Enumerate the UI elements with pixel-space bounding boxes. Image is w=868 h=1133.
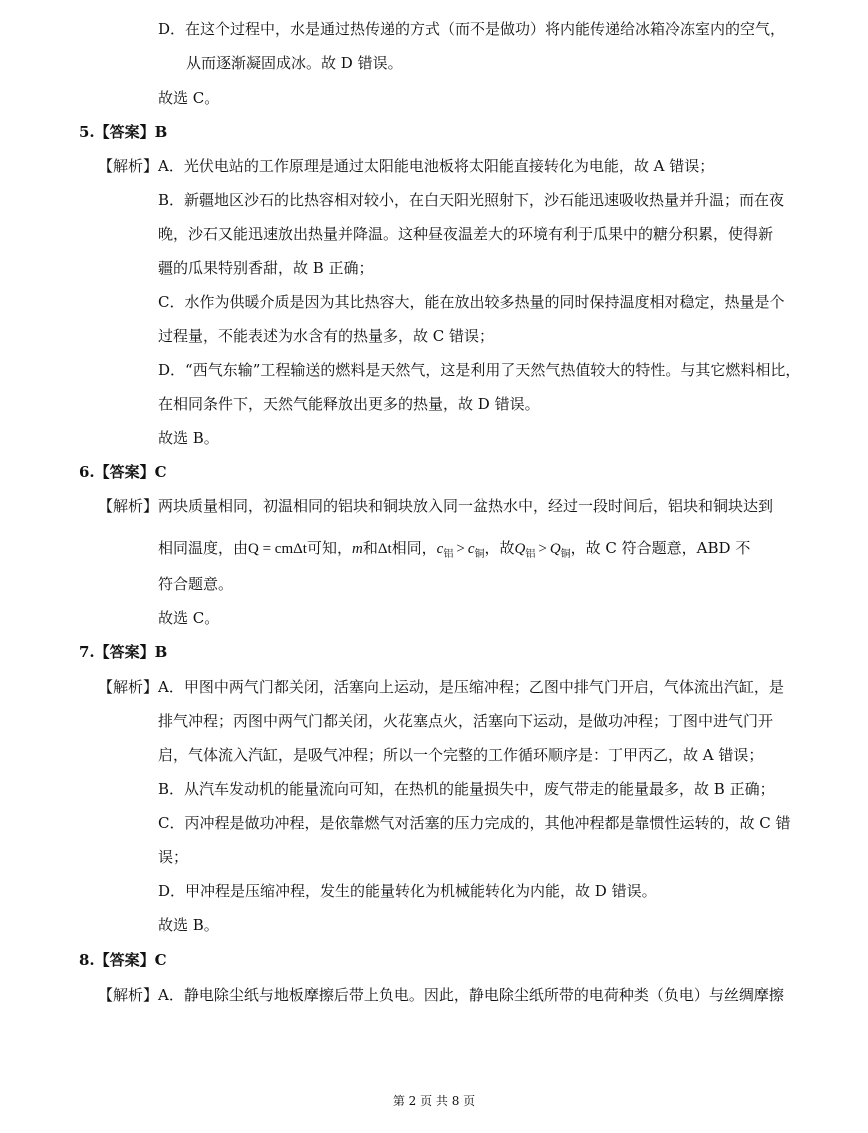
gt-symbol: > bbox=[538, 541, 547, 557]
text-line: B．新疆地区沙石的比热容相对较小，在白天阳光照射下，沙石能迅速吸收热量并升温；而在夜 bbox=[158, 191, 785, 209]
text-line: 故选 B。 bbox=[158, 429, 219, 447]
formula-line bbox=[158, 538, 750, 561]
text-line: 过程量，不能表述为水含有的热量多，故 C 错误； bbox=[158, 327, 495, 345]
text-line: B．从汽车发动机的能量流向可知，在热机的能量损失中，废气带走的能量最多，故 B 正确； bbox=[158, 780, 775, 798]
text-line: C．水作为供暖介质是因为其比热容大，能在放出较多热量的同时保持温度相对稳定，热量是个 bbox=[158, 293, 785, 311]
text-line: D．在这个过程中，水是通过热传递的方式（而不是做功）将内能传递给冰箱冷冻室内的空气， bbox=[158, 20, 786, 38]
text-line: C．丙冲程是做功冲程，是依靠燃气对活塞的压力完成的，其他冲程都是靠惯性运转的，故 C 错 bbox=[158, 814, 791, 832]
answer-heading: 5.【答案】B bbox=[79, 123, 168, 141]
formula-text: ，故 bbox=[484, 539, 515, 557]
analysis-line: 【解析】A．光伏电站的工作原理是通过太阳能电池板将太阳能直接转化为电能，故 A 错误； bbox=[98, 157, 715, 175]
text-line: 故选 B。 bbox=[158, 916, 219, 934]
gt-symbol: > bbox=[456, 541, 465, 557]
answer-heading: 6.【答案】C bbox=[79, 463, 167, 481]
q-cu-subscript: 铜 bbox=[560, 549, 571, 560]
text-line: 排气冲程；丙图中两气门都关闭，火花塞点火，活塞向下运动，是做功冲程；丁图中进气门开 bbox=[158, 712, 774, 730]
q-symbol: Q bbox=[514, 541, 526, 557]
text-line: 从而逐渐凝固成冰。故 D 错误。 bbox=[186, 54, 403, 72]
analysis-line: 【解析】两块质量相同，初温相同的铝块和铜块放入同一盆热水中，经过一段时间后，铝块和铜块达到 bbox=[98, 497, 774, 515]
c-cu-subscript: 铜 bbox=[474, 549, 485, 560]
analysis-line: 【解析】A．甲图中两气门都关闭，活塞向上运动，是压缩冲程；乙图中排气门开启，气体流出汽缸，是 bbox=[98, 678, 784, 696]
text-line: 故选 C。 bbox=[158, 609, 220, 627]
text-line: D．甲冲程是压缩冲程，发生的能量转化为机械能转化为内能，故 D 错误。 bbox=[158, 882, 657, 900]
analysis-line: 【解析】A．静电除尘纸与地板摩擦后带上负电。因此，静电除尘纸所带的电荷种类（负电）与丝绸摩擦 bbox=[98, 986, 784, 1004]
q-al-subscript: 铝 bbox=[525, 549, 536, 560]
c-symbol: c bbox=[467, 541, 475, 557]
text-line: 启，气体流入汽缸，是吸气冲程；所以一个完整的工作循环顺序是：丁甲丙乙，故 A 错误； bbox=[158, 746, 764, 764]
text-line: 晚，沙石又能迅速放出热量并降温。这种昼夜温差大的环境有利于瓜果中的糖分积累，使得新 bbox=[158, 225, 774, 243]
text-line: 疆的瓜果特别香甜，故 B 正确； bbox=[158, 259, 374, 277]
c-symbol: c bbox=[436, 541, 444, 557]
formula-text: 相同， bbox=[391, 539, 437, 557]
text-line: 在相同条件下，天然气能释放出更多的热量，故 D 错误。 bbox=[158, 395, 540, 413]
delta-t-symbol: Δt bbox=[377, 541, 392, 557]
formula-text: 相同温度，由 bbox=[158, 539, 249, 557]
formula-text: 可知， bbox=[306, 539, 352, 557]
heat-formula: Q = cmΔt bbox=[248, 541, 307, 557]
answer-heading: 7.【答案】B bbox=[79, 643, 168, 661]
formula-text: 和 bbox=[362, 539, 378, 557]
page-footer: 第 2 页 共 8 页 bbox=[392, 1094, 476, 1108]
mass-symbol: m bbox=[351, 541, 363, 557]
q-symbol: Q bbox=[549, 541, 561, 557]
c-al-subscript: 铝 bbox=[443, 549, 454, 560]
text-line: D．“西气东输”工程输送的燃料是天然气，这是利用了天然气热值较大的特性。与其它燃料相比， bbox=[158, 361, 801, 379]
text-line: 符合题意。 bbox=[158, 575, 234, 593]
text-line: 故选 C。 bbox=[158, 89, 220, 107]
answer-heading: 8.【答案】C bbox=[79, 951, 167, 969]
formula-text: ，故 C 符合题意，ABD 不 bbox=[570, 539, 751, 557]
text-line: 误； bbox=[158, 848, 189, 866]
